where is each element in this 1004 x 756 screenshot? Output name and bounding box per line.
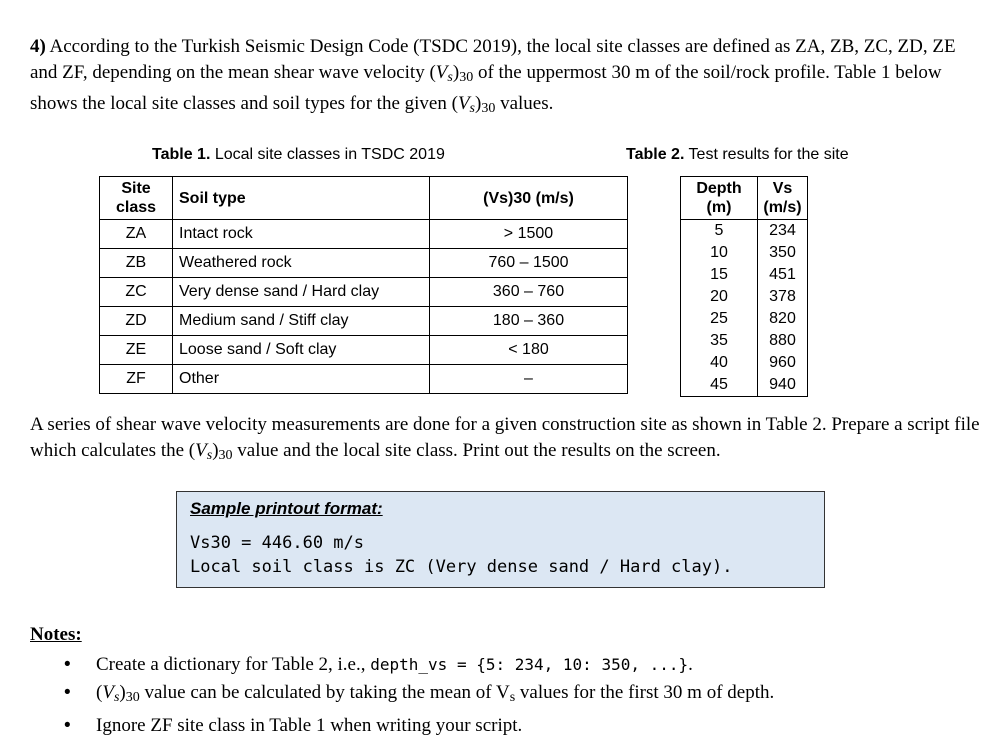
table1-caption: Table 1. Local site classes in TSDC 2019: [152, 146, 445, 163]
site-class-table: [99, 176, 628, 394]
soil-type-cell: Medium sand / Stiff clay: [173, 307, 430, 336]
site-class-cell: ZC: [100, 278, 173, 307]
vs-cell: 820: [758, 308, 808, 330]
site-class-cell: ZE: [100, 336, 173, 365]
vs30-range-cell: > 1500: [430, 220, 628, 249]
soil-type-cell: Very dense sand / Hard clay: [173, 278, 430, 307]
notes-list: [56, 651, 976, 740]
sample-printout-heading: Sample printout format:: [190, 499, 383, 518]
test-results-table: [680, 176, 808, 397]
table-row: [100, 220, 628, 249]
table-row: [100, 336, 628, 365]
question-number: 4): [30, 36, 46, 57]
table2-caption: Table 2. Test results for the site: [626, 146, 849, 163]
vs-cell: 880: [758, 330, 808, 352]
sample-printout-box: [176, 491, 825, 588]
depth-cell: 35: [681, 330, 758, 352]
vs-cell: 940: [758, 374, 808, 397]
vs30-range-cell: 760 – 1500: [430, 249, 628, 278]
col-depth: Depth (m): [681, 177, 758, 220]
depth-cell: 5: [681, 220, 758, 243]
soil-type-cell: Intact rock: [173, 220, 430, 249]
vs-cell: 378: [758, 286, 808, 308]
site-class-cell: ZD: [100, 307, 173, 336]
notes-heading: Notes:: [30, 624, 82, 645]
site-class-cell: ZF: [100, 365, 173, 394]
table-row: [681, 242, 808, 264]
soil-type-cell: Weathered rock: [173, 249, 430, 278]
site-class-cell: ZA: [100, 220, 173, 249]
table-row: [681, 330, 808, 352]
table-row: [100, 365, 628, 394]
vs-cell: 960: [758, 352, 808, 374]
note-item: • Ignore ZF site class in Table 1 when writing your script.: [56, 712, 976, 740]
table-row: [681, 352, 808, 374]
question-intro: 4) According to the Turkish Seismic Design Code (TSDC 2019), the local site classes are defined as ZA, ZB, ZC, ZD, ZE and ZF, depending on the mean shear wave velocity $(V_s)_{30}$ of the uppermost 30 m of the soil/rock profile. Table 1 below shows the local site classes and soil types for the given $(V_s)_{30}$ values.: [30, 36, 956, 116]
col-vs: Vs (m/s): [758, 177, 808, 220]
vs30-range-cell: 180 – 360: [430, 307, 628, 336]
table-row: [681, 220, 808, 243]
vs-cell: 234: [758, 220, 808, 243]
table-row: [681, 264, 808, 286]
col-site-class: Site class: [100, 177, 173, 220]
depth-cell: 40: [681, 352, 758, 374]
vs-cell: 451: [758, 264, 808, 286]
depth-cell: 20: [681, 286, 758, 308]
table-row: [100, 307, 628, 336]
depth-cell: 15: [681, 264, 758, 286]
vs30-range-cell: < 180: [430, 336, 628, 365]
sample-line-class: Local soil class is ZC (Very dense sand / Hard clay).: [190, 557, 733, 577]
task-paragraph: A series of shear wave velocity measurements are done for a given construction site as shown in Table 2. Prepare a script file which calculates the $(V_s)_{30}$ value and the local site class. Print out the results on the screen.: [30, 414, 980, 463]
soil-type-cell: Loose sand / Soft clay: [173, 336, 430, 365]
table-row: [100, 249, 628, 278]
note-item: • $(V_s)_{30}$ value can be calculated by taking the mean of $V_s$ values for the first 30 m of depth.: [56, 679, 976, 712]
vs30-range-cell: –: [430, 365, 628, 394]
depth-cell: 25: [681, 308, 758, 330]
soil-type-cell: Other: [173, 365, 430, 394]
table-row: [681, 308, 808, 330]
depth-cell: 10: [681, 242, 758, 264]
note-item: • Create a dictionary for Table 2, i.e., depth_vs = {5: 234, 10: 350, ...}.: [56, 651, 976, 679]
col-soil-type: Soil type: [173, 177, 430, 220]
table-row: [681, 286, 808, 308]
vs30-range-cell: 360 – 760: [430, 278, 628, 307]
site-class-cell: ZB: [100, 249, 173, 278]
vs-cell: 350: [758, 242, 808, 264]
table-row: [100, 278, 628, 307]
depth-cell: 45: [681, 374, 758, 397]
sample-line-vs30: Vs30 = 446.60 m/s: [190, 533, 364, 553]
table-row: [681, 374, 808, 397]
col-vs30: (Vs)30 (m/s): [430, 177, 628, 220]
